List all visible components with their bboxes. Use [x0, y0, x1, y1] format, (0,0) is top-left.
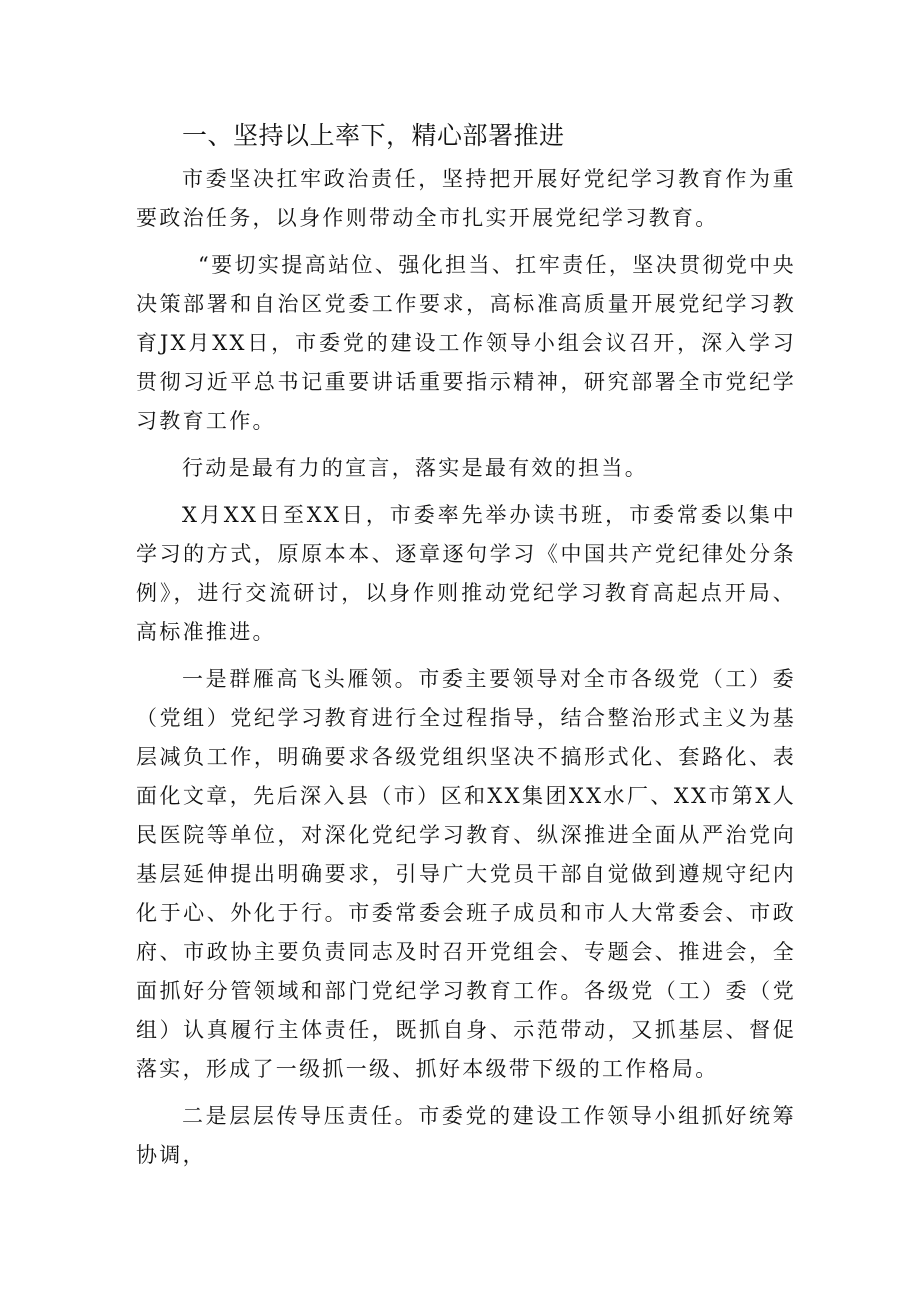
paragraph-5: 一是群雁高飞头雁领。市委主要领导对全市各级党（工）委（党组）党纪学习教育进行全过程指导，结合整治形式主义为基层减负工作，明确要求各级党组织坚决不搞形式化、套路化、表面化文章，先后深入县（市）区和XX集团XX水厂、XX市第X人民医院等单位，对深化党纪学习教育、纵深推进全面从严治党向基层延伸提出明确要求，引导广大党员干部自觉做到遵规守纪内化于心、外化于行。市委常委会班子成员和市人大常委会、市政府、市政协主要负责同志及时召开党组会、专题会、推进会，全面抓好分管领域和部门党纪学习教育工作。各级党（工）委（党组）认真履行主体责任，既抓自身、示范带动，又抓基层、督促落实，形成了一级抓一级、抓好本级带下级的工作格局。 — [136, 667, 796, 1081]
document-body — [136, 112, 796, 1175]
paragraph-6: 二是层层传导压责任。市委党的建设工作领导小组抓好统筹协调， — [136, 1104, 796, 1167]
section-heading: 一、坚持以上率下，精心部署推进 — [182, 121, 565, 150]
paragraph-2: “要切实提高站位、强化担当、扛牢责任，坚决贯彻党中央决策部署和自治区党委工作要求，高标准高质量开展党纪学习教育JX月XX日，市委党的建设工作领导小组会议召开，深入学习贯彻习近平总书记重要讲话重要指示精神，研究部署全市党纪学习教育工作。 — [136, 253, 796, 433]
paragraph-1: 市委坚决扛牢政治责任，坚持把开展好党纪学习教育作为重要政治任务，以身作则带动全市扎实开展党纪学习教育。 — [136, 167, 796, 230]
paragraph-4: X月XX日至XX日，市委率先举办读书班，市委常委以集中学习的方式，原原本本、逐章逐句学习《中国共产党纪律处分条例》，进行交流研讨，以身作则推动党纪学习教育高起点开局、高标准推进。 — [136, 503, 796, 644]
paragraph-3: 行动是最有力的宣言，落实是最有效的担当。 — [182, 456, 648, 480]
